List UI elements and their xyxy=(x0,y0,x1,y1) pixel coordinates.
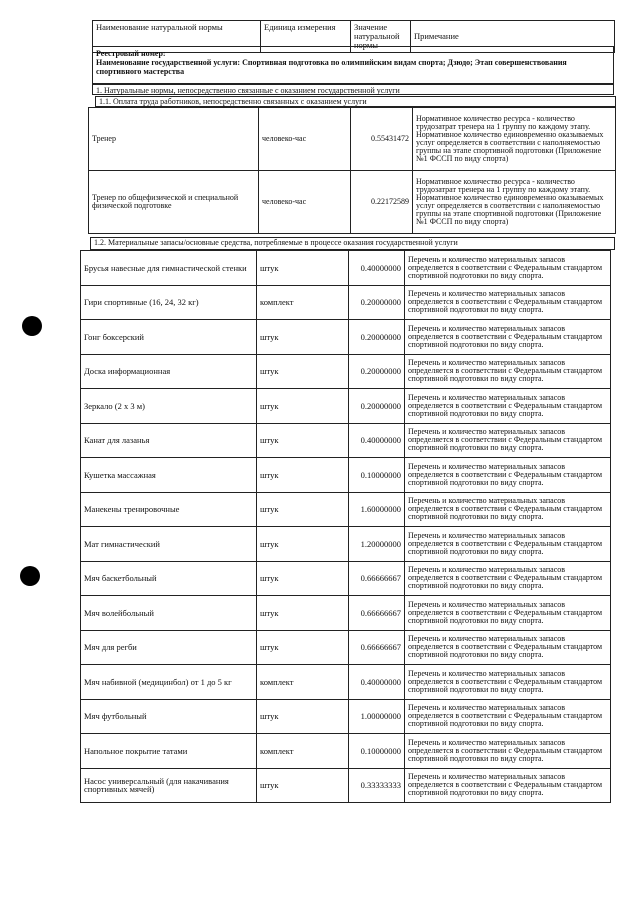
registry-block xyxy=(92,46,614,84)
row-name: Мат гимнастический xyxy=(81,527,257,562)
row-note: Перечень и количество материальных запасов определяется в соответствии с Федеральным стандартом спортивной подготовки по виду спорта. xyxy=(405,389,611,424)
registry-number: Реестровый номер: xyxy=(96,49,166,58)
row-note: Перечень и количество материальных запасов определяется в соответствии с Федеральным стандартом спортивной подготовки по виду спорта. xyxy=(405,285,611,320)
row-name: Кушетка массажная xyxy=(81,458,257,493)
row-unit: штук xyxy=(257,527,349,562)
row-value: 1.00000000 xyxy=(349,699,405,734)
row-name: Канат для лазанья xyxy=(81,423,257,458)
row-name: Манекены тренировочные xyxy=(81,492,257,527)
row-name: Брусья навесные для гимнастической стенки xyxy=(81,251,257,286)
table-row xyxy=(81,596,611,631)
row-note: Перечень и количество материальных запасов определяется в соответствии с Федеральным стандартом спортивной подготовки по виду спорта. xyxy=(405,492,611,527)
materials-table xyxy=(80,250,611,803)
row-value: 0.55431472 xyxy=(351,108,413,171)
row-value: 0.40000000 xyxy=(349,423,405,458)
header-value: Значение натуральной нормы xyxy=(351,21,411,53)
row-note: Перечень и количество материальных запасов определяется в соответствии с Федеральным стандартом спортивной подготовки по виду спорта. xyxy=(405,458,611,493)
section-1-2-title: 1.2. Материальные запасы/основные средства, потребляемые в процессе оказания государственной услуги xyxy=(90,237,615,250)
row-unit: комплект xyxy=(257,285,349,320)
row-value: 0.10000000 xyxy=(349,458,405,493)
row-unit: штук xyxy=(257,423,349,458)
row-unit: штук xyxy=(257,458,349,493)
row-name: Мяч футбольный xyxy=(81,699,257,734)
punch-hole-mark xyxy=(20,566,40,586)
row-name: Напольное покрытие татами xyxy=(81,734,257,769)
row-value: 1.20000000 xyxy=(349,527,405,562)
row-value: 0.20000000 xyxy=(349,389,405,424)
row-value: 0.20000000 xyxy=(349,285,405,320)
table-row xyxy=(81,354,611,389)
table-row xyxy=(81,665,611,700)
table-row xyxy=(81,389,611,424)
table-row xyxy=(89,171,616,234)
row-name: Тренер по общефизической и специальной физической подготовке xyxy=(89,171,259,234)
table-row xyxy=(81,734,611,769)
punch-hole-mark xyxy=(22,316,42,336)
row-name: Мяч для регби xyxy=(81,630,257,665)
section-1-title: 1. Натуральные нормы, непосредственно связанные с оказанием государственной услуги xyxy=(92,84,614,95)
header-name: Наименование натуральной нормы xyxy=(93,21,261,53)
row-name: Зеркало (2 x 3 м) xyxy=(81,389,257,424)
row-value: 0.66666667 xyxy=(349,561,405,596)
row-unit: штук xyxy=(257,768,349,803)
header-unit: Единица измерения xyxy=(261,21,351,53)
labor-table xyxy=(88,107,616,234)
row-note: Нормативное количество ресурса - количество трудозатрат тренера на 1 группу по каждому этапу. Нормативное количество единовременно оказываемых услуг определяется в соответствии с наполняемостью группы на этапе спортивной подготовки (Приложение №1 ФССП по виду спорта) xyxy=(413,108,616,171)
table-row xyxy=(81,561,611,596)
header-note: Примечание xyxy=(411,21,615,53)
row-unit: штук xyxy=(257,699,349,734)
table-row xyxy=(89,108,616,171)
table-row xyxy=(81,285,611,320)
row-unit: человеко-час xyxy=(259,108,351,171)
row-name: Тренер xyxy=(89,108,259,171)
row-name: Мяч набивной (медицинбол) от 1 до 5 кг xyxy=(81,665,257,700)
row-note: Перечень и количество материальных запасов определяется в соответствии с Федеральным стандартом спортивной подготовки по виду спорта. xyxy=(405,768,611,803)
row-unit: человеко-час xyxy=(259,171,351,234)
row-note: Нормативное количество ресурса - количество трудозатрат тренера на 1 группу по каждому этапу. Нормативное количество единовременно оказываемых услуг определяется в соответствии с наполняемостью группы на этапе спортивной подготовки (Приложение №1 ФССП по виду спорта) xyxy=(413,171,616,234)
row-note: Перечень и количество материальных запасов определяется в соответствии с Федеральным стандартом спортивной подготовки по виду спорта. xyxy=(405,699,611,734)
table-row xyxy=(81,492,611,527)
row-unit: штук xyxy=(257,630,349,665)
row-unit: штук xyxy=(257,561,349,596)
table-row xyxy=(81,699,611,734)
row-value: 0.20000000 xyxy=(349,354,405,389)
row-value: 0.40000000 xyxy=(349,251,405,286)
row-value: 1.60000000 xyxy=(349,492,405,527)
row-unit: штук xyxy=(257,596,349,631)
row-unit: штук xyxy=(257,354,349,389)
row-unit: штук xyxy=(257,492,349,527)
row-value: 0.33333333 xyxy=(349,768,405,803)
row-unit: штук xyxy=(257,389,349,424)
row-name: Доска информационная xyxy=(81,354,257,389)
table-row xyxy=(81,320,611,355)
row-note: Перечень и количество материальных запасов определяется в соответствии с Федеральным стандартом спортивной подготовки по виду спорта. xyxy=(405,665,611,700)
section-1-1-title: 1.1. Оплата труда работников, непосредственно связанных с оказанием услуги xyxy=(95,96,616,107)
row-value: 0.20000000 xyxy=(349,320,405,355)
service-name: Наименование государственной услуги: Спортивная подготовка по олимпийским видам спорта; Дзюдо; Этап совершенствования спортивного мастерства xyxy=(96,58,567,76)
row-unit: штук xyxy=(257,320,349,355)
table-row xyxy=(81,423,611,458)
row-unit: комплект xyxy=(257,665,349,700)
row-note: Перечень и количество материальных запасов определяется в соответствии с Федеральным стандартом спортивной подготовки по виду спорта. xyxy=(405,734,611,769)
row-value: 0.40000000 xyxy=(349,665,405,700)
row-value: 0.10000000 xyxy=(349,734,405,769)
table-row xyxy=(81,458,611,493)
table-row xyxy=(81,630,611,665)
row-name: Мяч баскетбольный xyxy=(81,561,257,596)
table-row xyxy=(81,768,611,803)
row-name: Гонг боксерский xyxy=(81,320,257,355)
row-value: 0.22172589 xyxy=(351,171,413,234)
row-note: Перечень и количество материальных запасов определяется в соответствии с Федеральным стандартом спортивной подготовки по виду спорта. xyxy=(405,354,611,389)
row-note: Перечень и количество материальных запасов определяется в соответствии с Федеральным стандартом спортивной подготовки по виду спорта. xyxy=(405,596,611,631)
row-unit: штук xyxy=(257,251,349,286)
row-note: Перечень и количество материальных запасов определяется в соответствии с Федеральным стандартом спортивной подготовки по виду спорта. xyxy=(405,251,611,286)
row-value: 0.66666667 xyxy=(349,596,405,631)
row-name: Насос универсальный (для накачивания спортивных мячей) xyxy=(81,768,257,803)
row-note: Перечень и количество материальных запасов определяется в соответствии с Федеральным стандартом спортивной подготовки по виду спорта. xyxy=(405,320,611,355)
row-name: Гири спортивные (16, 24, 32 кг) xyxy=(81,285,257,320)
row-value: 0.66666667 xyxy=(349,630,405,665)
table-row xyxy=(81,527,611,562)
row-note: Перечень и количество материальных запасов определяется в соответствии с Федеральным стандартом спортивной подготовки по виду спорта. xyxy=(405,423,611,458)
table-row xyxy=(81,251,611,286)
row-note: Перечень и количество материальных запасов определяется в соответствии с Федеральным стандартом спортивной подготовки по виду спорта. xyxy=(405,630,611,665)
row-note: Перечень и количество материальных запасов определяется в соответствии с Федеральным стандартом спортивной подготовки по виду спорта. xyxy=(405,527,611,562)
row-name: Мяч волейбольный xyxy=(81,596,257,631)
row-note: Перечень и количество материальных запасов определяется в соответствии с Федеральным стандартом спортивной подготовки по виду спорта. xyxy=(405,561,611,596)
row-unit: комплект xyxy=(257,734,349,769)
